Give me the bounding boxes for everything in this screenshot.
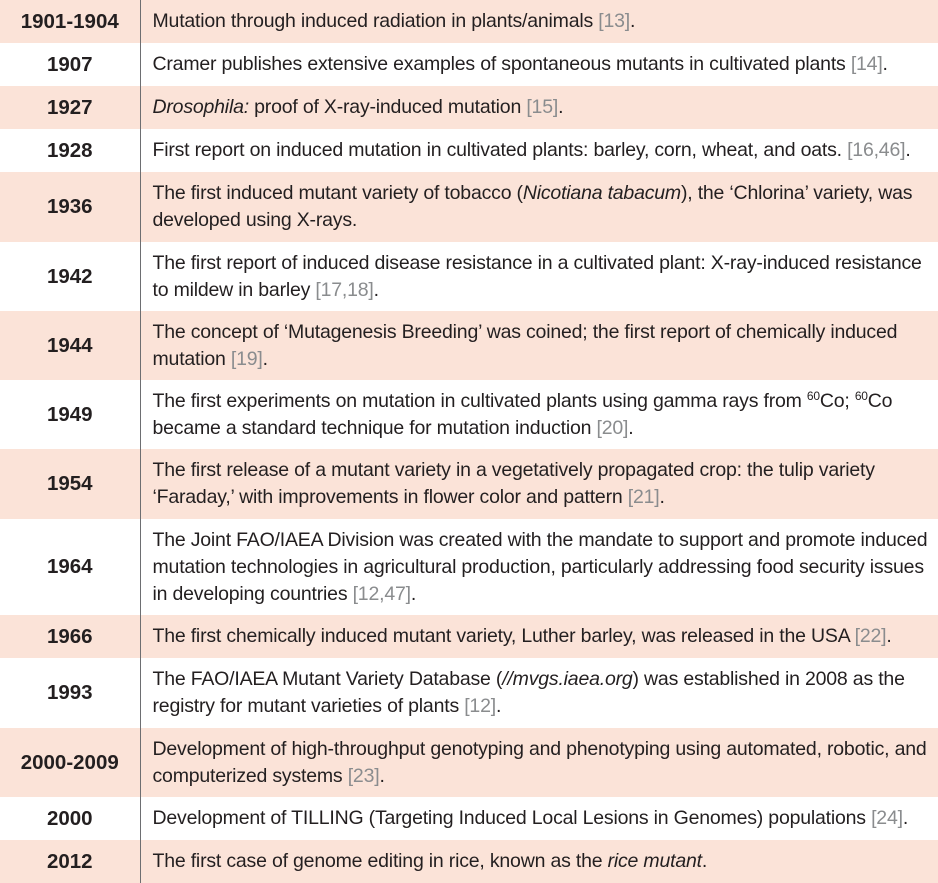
citation-ref: [20] <box>596 416 629 439</box>
year-cell: 2000 <box>0 797 140 840</box>
event-text: . <box>628 416 634 439</box>
event-text: The FAO/IAEA Mutant Variety Database ( <box>152 668 503 690</box>
event-cell <box>140 840 938 883</box>
table-row <box>0 129 938 172</box>
event-text: . <box>262 347 268 370</box>
event-text: The first report of induced disease resistance in a cultivated plant: X-ray-induced resistance to mildew in barley <box>152 251 922 301</box>
table-row <box>0 311 938 380</box>
event-text: First report on induced mutation in cultivated plants: barley, corn, wheat, and oats. <box>152 139 848 161</box>
event-text: Development of high-throughput genotyping and phenotyping using automated, robotic, and computerized systems <box>152 737 927 787</box>
year-cell: 1907 <box>0 43 140 86</box>
year-cell: 1928 <box>0 129 140 172</box>
table-row <box>0 840 938 883</box>
event-text: //mvgs.iaea.org <box>502 668 633 690</box>
event-cell <box>140 43 938 86</box>
citation-ref: [16,46] <box>847 139 906 161</box>
year-cell: 1942 <box>0 242 140 311</box>
citation-ref: [17,18] <box>315 278 374 301</box>
isotope-superscript: 60 <box>806 388 820 403</box>
event-cell <box>140 172 938 242</box>
citation-ref: [21] <box>627 486 660 508</box>
event-text: . <box>886 625 892 647</box>
table-row <box>0 0 938 43</box>
event-text: . <box>701 850 708 872</box>
citation-ref: [24] <box>871 807 903 829</box>
event-text: Mutation through induced radiation in plants/animals <box>152 10 599 32</box>
event-text: The concept of ‘Mutagenesis Breeding’ was coined; the first report of chemically induced mutation <box>152 320 898 370</box>
event-text: . <box>902 807 909 829</box>
year-cell: 2012 <box>0 840 140 883</box>
event-text: Nicotiana tabacum <box>522 182 681 204</box>
event-text: . <box>558 96 564 118</box>
citation-ref: [23] <box>347 764 380 787</box>
event-text: . <box>373 278 379 301</box>
event-cell <box>140 519 938 615</box>
event-text: The first induced mutant variety of tobacco ( <box>152 182 523 204</box>
citation-ref: [12] <box>464 695 496 717</box>
event-text: ), the ‘Chlorina’ variety, was developed using X-rays. <box>152 182 913 231</box>
event-text: . <box>905 139 911 161</box>
citation-ref: [19] <box>230 347 263 370</box>
year-cell: 1966 <box>0 615 140 658</box>
event-text: . <box>630 10 636 32</box>
table-row <box>0 380 938 449</box>
event-text: The first chemically induced mutant variety, Luther barley, was released in the USA <box>152 625 855 647</box>
event-text: . <box>495 695 502 717</box>
table-row <box>0 615 938 658</box>
event-text: ) was established in 2008 as the registry for mutant varieties of plants <box>152 668 905 717</box>
event-cell <box>140 129 938 172</box>
isotope-superscript: 60 <box>854 388 868 403</box>
year-cell: 1954 <box>0 449 140 519</box>
event-cell <box>140 615 938 658</box>
table-row <box>0 449 938 519</box>
event-text: proof of X-ray-induced mutation <box>248 96 527 118</box>
citation-ref: [13] <box>598 10 630 32</box>
event-cell <box>140 242 938 311</box>
year-cell: 1949 <box>0 380 140 449</box>
event-text: . <box>379 764 385 787</box>
event-text: Development of TILLING (Targeting Induced Local Lesions in Genomes) populations <box>152 807 872 829</box>
citation-ref: [14] <box>850 53 883 75</box>
year-cell: 1927 <box>0 86 140 129</box>
event-cell <box>140 86 938 129</box>
event-cell <box>140 728 938 797</box>
year-cell: 1993 <box>0 658 140 728</box>
event-cell <box>140 0 938 43</box>
event-cell <box>140 449 938 519</box>
event-cell <box>140 380 938 449</box>
year-cell: 2000-2009 <box>0 728 140 797</box>
event-cell <box>140 658 938 728</box>
event-cell <box>140 797 938 840</box>
event-text: rice mutant <box>607 850 702 872</box>
table-row <box>0 43 938 86</box>
event-text: The first case of genome editing in rice, known as the <box>152 850 608 872</box>
table-row <box>0 242 938 311</box>
year-cell: 1964 <box>0 519 140 615</box>
year-cell: 1944 <box>0 311 140 380</box>
event-text: The first release of a mutant variety in a vegetatively propagated crop: the tulip variety ‘Faraday,’ with improvements in flower color and pattern <box>152 459 875 508</box>
year-cell: 1936 <box>0 172 140 242</box>
table-row <box>0 172 938 242</box>
table-row <box>0 728 938 797</box>
citation-ref: [22] <box>854 625 887 647</box>
citation-ref: [15] <box>526 96 559 118</box>
event-text: . <box>659 486 665 508</box>
table-row <box>0 519 938 615</box>
event-text: Co; <box>819 389 855 412</box>
event-text: . <box>410 582 417 605</box>
table-row <box>0 797 938 840</box>
event-cell <box>140 311 938 380</box>
event-text: The Joint FAO/IAEA Division was created with the mandate to support and promote induced mutation technologies in agricultural production, particularly addressing food security issues in developing countries <box>152 528 928 605</box>
citation-ref: [12,47] <box>352 582 411 605</box>
table-row <box>0 86 938 129</box>
event-text: The first experiments on mutation in cultivated plants using gamma rays from <box>152 389 807 412</box>
event-text: . <box>882 53 888 75</box>
table-row <box>0 658 938 728</box>
event-text: Drosophila: <box>152 96 249 118</box>
year-cell: 1901-1904 <box>0 0 140 43</box>
event-text: Co became a standard technique for mutation induction <box>152 389 893 439</box>
event-text: Cramer publishes extensive examples of spontaneous mutants in cultivated plants <box>152 53 851 75</box>
